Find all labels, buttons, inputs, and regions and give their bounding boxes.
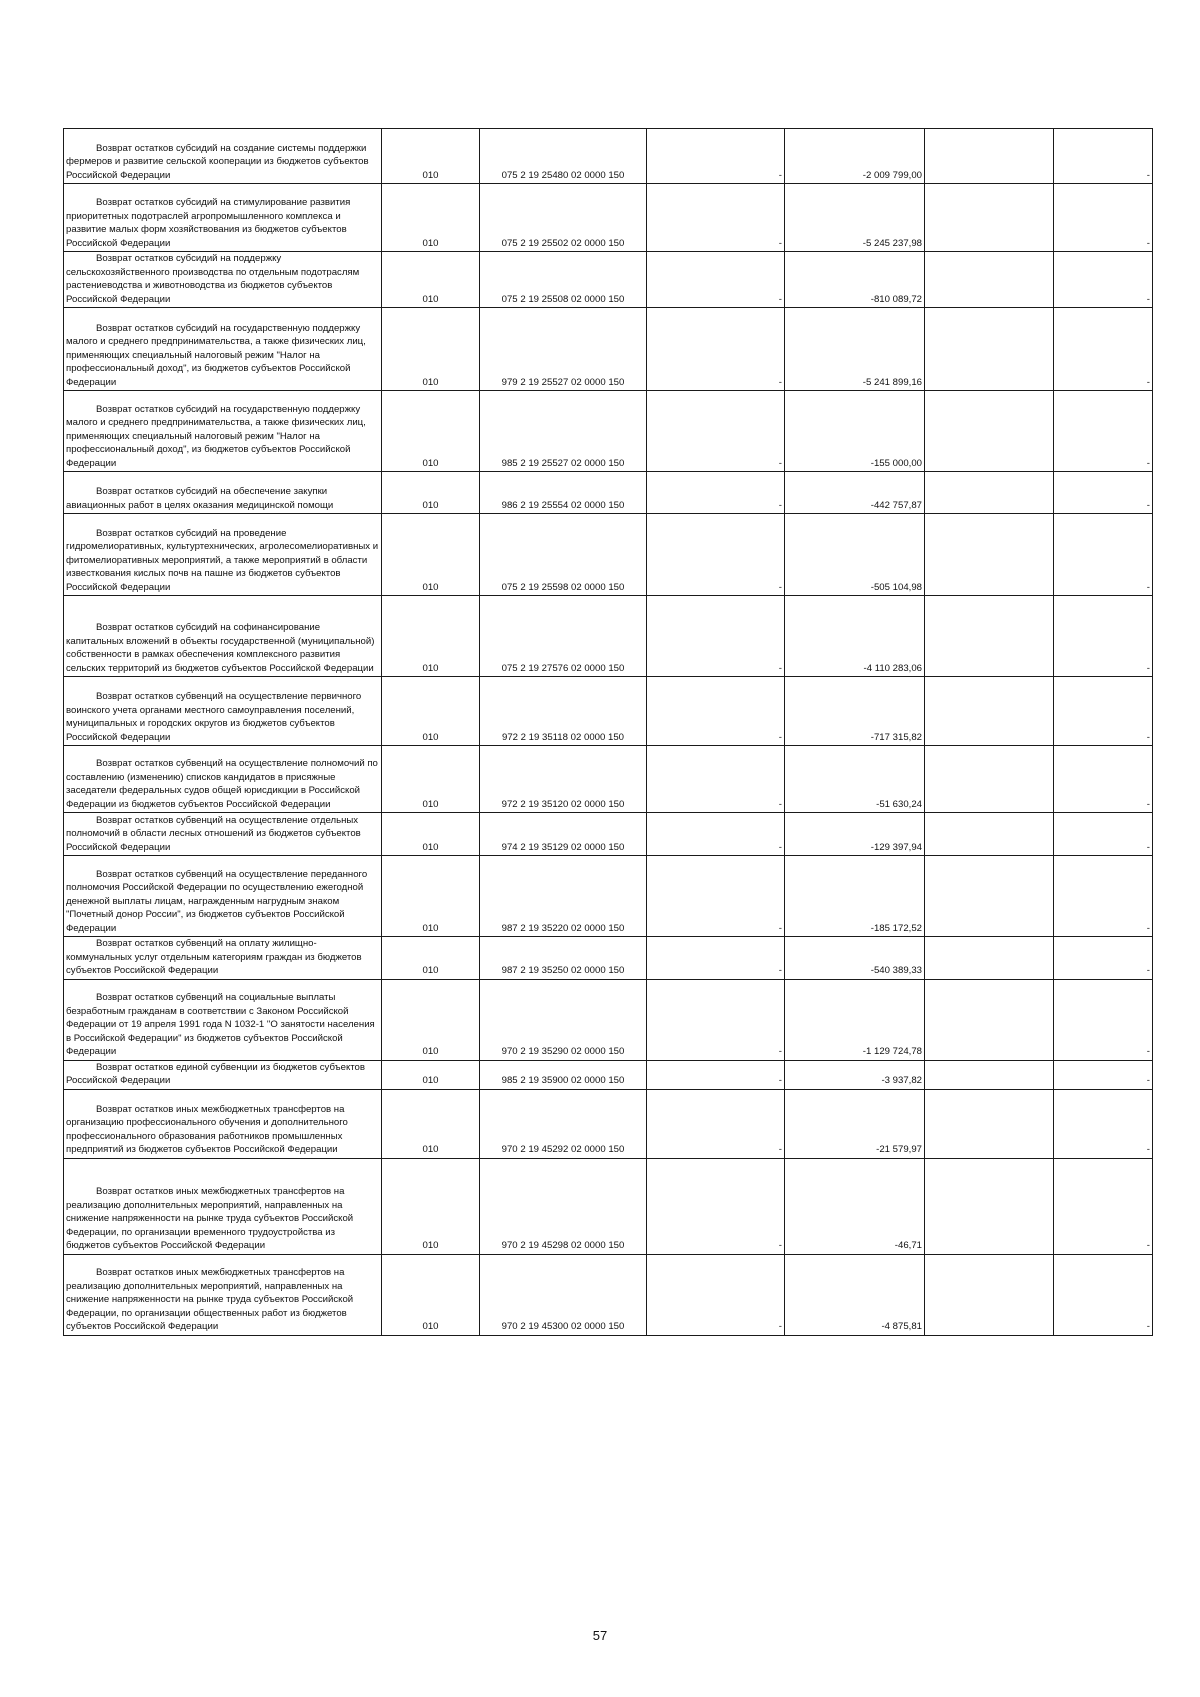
row-approved-value: -: [647, 596, 785, 677]
row-approved-value: -: [647, 1254, 785, 1335]
row-budget-classification-code: 987 2 19 35220 02 0000 150: [480, 856, 647, 937]
row-executed-amount: -46,71: [785, 1158, 925, 1254]
row-line-code: 010: [382, 1089, 480, 1158]
row-description: Возврат остатков субсидий на проведение гидромелиоративных, культуртехнических, агролесомелиоративных и фитомелиоративных мероприятий, а также мероприятий в области известкования кислых почв на пашне из бюджетов субъектов Российской Федерации: [64, 514, 382, 596]
row-empty-cell: [925, 856, 1054, 937]
row-executed-amount: -442 757,87: [785, 472, 925, 514]
row-line-code: 010: [382, 391, 480, 472]
row-unexecuted-value: -: [1054, 514, 1153, 596]
row-approved-value: -: [647, 252, 785, 308]
row-description: Возврат остатков субсидий на софинансирование капитальных вложений в объекты государственной (муниципальной) собственности в рамках обеспечения комплексного развития сельских территорий из бюджетов субъектов Российской Федерации: [64, 596, 382, 677]
table-row: [64, 979, 1153, 1060]
row-line-code: 010: [382, 129, 480, 184]
row-approved-value: -: [647, 184, 785, 252]
row-approved-value: -: [647, 129, 785, 184]
row-empty-cell: [925, 596, 1054, 677]
row-unexecuted-value: -: [1054, 184, 1153, 252]
table-row: [64, 856, 1153, 937]
budget-table: [63, 128, 1153, 1336]
row-budget-classification-code: 970 2 19 45300 02 0000 150: [480, 1254, 647, 1335]
row-unexecuted-value: -: [1054, 308, 1153, 391]
row-approved-value: -: [647, 308, 785, 391]
table-row: [64, 129, 1153, 184]
row-executed-amount: -51 630,24: [785, 746, 925, 813]
row-description: Возврат остатков субсидий на обеспечение закупки авиационных работ в целях оказания медицинской помощи: [64, 472, 382, 514]
row-approved-value: -: [647, 746, 785, 813]
row-empty-cell: [925, 1060, 1054, 1089]
row-executed-amount: -1 129 724,78: [785, 979, 925, 1060]
row-empty-cell: [925, 1254, 1054, 1335]
row-budget-classification-code: 974 2 19 35129 02 0000 150: [480, 813, 647, 856]
row-line-code: 010: [382, 184, 480, 252]
row-unexecuted-value: -: [1054, 856, 1153, 937]
row-line-code: 010: [382, 308, 480, 391]
row-empty-cell: [925, 308, 1054, 391]
row-empty-cell: [925, 677, 1054, 746]
row-empty-cell: [925, 979, 1054, 1060]
row-executed-amount: -185 172,52: [785, 856, 925, 937]
table-row: [64, 746, 1153, 813]
budget-table-body: [64, 129, 1153, 1336]
row-budget-classification-code: 075 2 19 27576 02 0000 150: [480, 596, 647, 677]
row-executed-amount: -129 397,94: [785, 813, 925, 856]
table-row: [64, 1089, 1153, 1158]
row-empty-cell: [925, 472, 1054, 514]
row-budget-classification-code: 985 2 19 25527 02 0000 150: [480, 391, 647, 472]
row-line-code: 010: [382, 596, 480, 677]
row-unexecuted-value: -: [1054, 1089, 1153, 1158]
row-description: Возврат остатков иных межбюджетных трансфертов на организацию профессионального обучения и дополнительного профессионального образования работников промышленных предприятий из бюджетов субъектов Российской Федерации: [64, 1089, 382, 1158]
row-description: Возврат остатков иных межбюджетных трансфертов на реализацию дополнительных мероприятий, направленных на снижение напряженности на рынке труда субъектов Российской Федерации, по организации временного трудоустройства из бюджетов субъектов Российской Федерации: [64, 1158, 382, 1254]
row-approved-value: -: [647, 1158, 785, 1254]
page-number: 57: [592, 1628, 608, 1643]
row-line-code: 010: [382, 813, 480, 856]
row-budget-classification-code: 075 2 19 25508 02 0000 150: [480, 252, 647, 308]
row-empty-cell: [925, 813, 1054, 856]
row-unexecuted-value: -: [1054, 1158, 1153, 1254]
table-row: [64, 677, 1153, 746]
row-description: Возврат остатков субвенций на социальные выплаты безработным гражданам в соответствии с Законом Российской Федерации от 19 апреля 1991 года N 1032-1 "О занятости населения в Российской Федерации" из бюджетов субъектов Российской Федерации: [64, 979, 382, 1060]
row-line-code: 010: [382, 979, 480, 1060]
row-approved-value: -: [647, 677, 785, 746]
row-line-code: 010: [382, 1060, 480, 1089]
row-empty-cell: [925, 252, 1054, 308]
row-unexecuted-value: -: [1054, 979, 1153, 1060]
row-executed-amount: -3 937,82: [785, 1060, 925, 1089]
table-row: [64, 391, 1153, 472]
row-description: Возврат остатков субсидий на поддержку сельскохозяйственного производства по отдельным подотраслям растениеводства и животноводства из бюджетов субъектов Российской Федерации: [64, 252, 382, 308]
row-approved-value: -: [647, 856, 785, 937]
row-empty-cell: [925, 514, 1054, 596]
table-row: [64, 937, 1153, 980]
row-approved-value: -: [647, 1089, 785, 1158]
row-budget-classification-code: 972 2 19 35120 02 0000 150: [480, 746, 647, 813]
table-row: [64, 472, 1153, 514]
row-executed-amount: -540 389,33: [785, 937, 925, 980]
row-approved-value: -: [647, 391, 785, 472]
row-executed-amount: -505 104,98: [785, 514, 925, 596]
row-budget-classification-code: 972 2 19 35118 02 0000 150: [480, 677, 647, 746]
row-line-code: 010: [382, 1158, 480, 1254]
row-approved-value: -: [647, 937, 785, 980]
row-budget-classification-code: 986 2 19 25554 02 0000 150: [480, 472, 647, 514]
row-executed-amount: -5 241 899,16: [785, 308, 925, 391]
row-budget-classification-code: 985 2 19 35900 02 0000 150: [480, 1060, 647, 1089]
table-row: [64, 1254, 1153, 1335]
row-approved-value: -: [647, 472, 785, 514]
row-empty-cell: [925, 1089, 1054, 1158]
row-budget-classification-code: 979 2 19 25527 02 0000 150: [480, 308, 647, 391]
row-unexecuted-value: -: [1054, 937, 1153, 980]
row-line-code: 010: [382, 677, 480, 746]
row-empty-cell: [925, 184, 1054, 252]
row-unexecuted-value: -: [1054, 596, 1153, 677]
row-line-code: 010: [382, 937, 480, 980]
row-description: Возврат остатков субсидий на государственную поддержку малого и среднего предпринимательства, а также физических лиц, применяющих специальный налоговый режим "Налог на профессиональный доход", из бюджетов субъектов Российской Федерации: [64, 391, 382, 472]
row-empty-cell: [925, 746, 1054, 813]
row-empty-cell: [925, 129, 1054, 184]
row-unexecuted-value: -: [1054, 813, 1153, 856]
budget-table-sheet: [63, 128, 1152, 1336]
row-unexecuted-value: -: [1054, 252, 1153, 308]
row-line-code: 010: [382, 252, 480, 308]
row-unexecuted-value: -: [1054, 129, 1153, 184]
row-description: Возврат остатков субсидий на государственную поддержку малого и среднего предпринимательства, а также физических лиц, применяющих специальный налоговый режим "Налог на профессиональный доход", из бюджетов субъектов Российской Федерации: [64, 308, 382, 391]
row-empty-cell: [925, 391, 1054, 472]
row-executed-amount: -717 315,82: [785, 677, 925, 746]
row-approved-value: -: [647, 1060, 785, 1089]
row-unexecuted-value: -: [1054, 746, 1153, 813]
row-description: Возврат остатков единой субвенции из бюджетов субъектов Российской Федерации: [64, 1060, 382, 1089]
row-executed-amount: -810 089,72: [785, 252, 925, 308]
row-executed-amount: -155 000,00: [785, 391, 925, 472]
table-row: [64, 596, 1153, 677]
table-row: [64, 1060, 1153, 1089]
row-executed-amount: -4 875,81: [785, 1254, 925, 1335]
row-executed-amount: -21 579,97: [785, 1089, 925, 1158]
table-row: [64, 308, 1153, 391]
row-line-code: 010: [382, 746, 480, 813]
row-approved-value: -: [647, 514, 785, 596]
row-description: Возврат остатков субсидий на стимулирование развития приоритетных подотраслей агропромышленного комплекса и развитие малых форм хозяйствования из бюджетов субъектов Российской Федерации: [64, 184, 382, 252]
table-row: [64, 1158, 1153, 1254]
row-description: Возврат остатков субвенций на осуществление полномочий по составлению (изменению) списков кандидатов в присяжные заседатели федеральных судов общей юрисдикции в Российской Федерации из бюджетов субъектов Российской Федерации: [64, 746, 382, 813]
row-budget-classification-code: 075 2 19 25598 02 0000 150: [480, 514, 647, 596]
row-description: Возврат остатков субсидий на создание системы поддержки фермеров и развитие сельской кооперации из бюджетов субъектов Российской Федерации: [64, 129, 382, 184]
row-description: Возврат остатков субвенций на осуществление переданного полномочия Российской Федерации по осуществлению ежегодной денежной выплаты лицам, награжденным нагрудным знаком "Почетный донор России", из бюджетов субъектов Российской Федерации: [64, 856, 382, 937]
row-budget-classification-code: 075 2 19 25480 02 0000 150: [480, 129, 647, 184]
row-executed-amount: -5 245 237,98: [785, 184, 925, 252]
row-empty-cell: [925, 1158, 1054, 1254]
table-row: [64, 252, 1153, 308]
row-line-code: 010: [382, 472, 480, 514]
row-budget-classification-code: 075 2 19 25502 02 0000 150: [480, 184, 647, 252]
row-description: Возврат остатков субвенций на оплату жилищно-коммунальных услуг отдельным категориям граждан из бюджетов субъектов Российской Федерации: [64, 937, 382, 980]
row-empty-cell: [925, 937, 1054, 980]
row-unexecuted-value: -: [1054, 391, 1153, 472]
row-approved-value: -: [647, 979, 785, 1060]
row-approved-value: -: [647, 813, 785, 856]
table-row: [64, 813, 1153, 856]
row-line-code: 010: [382, 514, 480, 596]
table-row: [64, 184, 1153, 252]
row-unexecuted-value: -: [1054, 472, 1153, 514]
row-executed-amount: -4 110 283,06: [785, 596, 925, 677]
row-budget-classification-code: 970 2 19 45298 02 0000 150: [480, 1158, 647, 1254]
row-description: Возврат остатков субвенций на осуществление первичного воинского учета органами местного самоуправления поселений, муниципальных и городских округов из бюджетов субъектов Российской Федерации: [64, 677, 382, 746]
row-unexecuted-value: -: [1054, 1254, 1153, 1335]
row-budget-classification-code: 970 2 19 35290 02 0000 150: [480, 979, 647, 1060]
row-executed-amount: -2 009 799,00: [785, 129, 925, 184]
row-unexecuted-value: -: [1054, 677, 1153, 746]
table-row: [64, 514, 1153, 596]
row-line-code: 010: [382, 1254, 480, 1335]
row-description: Возврат остатков иных межбюджетных трансфертов на реализацию дополнительных мероприятий, направленных на снижение напряженности на рынке труда субъектов Российской Федерации, по организации общественных работ из бюджетов субъектов Российской Федерации: [64, 1254, 382, 1335]
row-description: Возврат остатков субвенций на осуществление отдельных полномочий в области лесных отношений из бюджетов субъектов Российской Федерации: [64, 813, 382, 856]
row-budget-classification-code: 987 2 19 35250 02 0000 150: [480, 937, 647, 980]
row-line-code: 010: [382, 856, 480, 937]
row-budget-classification-code: 970 2 19 45292 02 0000 150: [480, 1089, 647, 1158]
row-unexecuted-value: -: [1054, 1060, 1153, 1089]
